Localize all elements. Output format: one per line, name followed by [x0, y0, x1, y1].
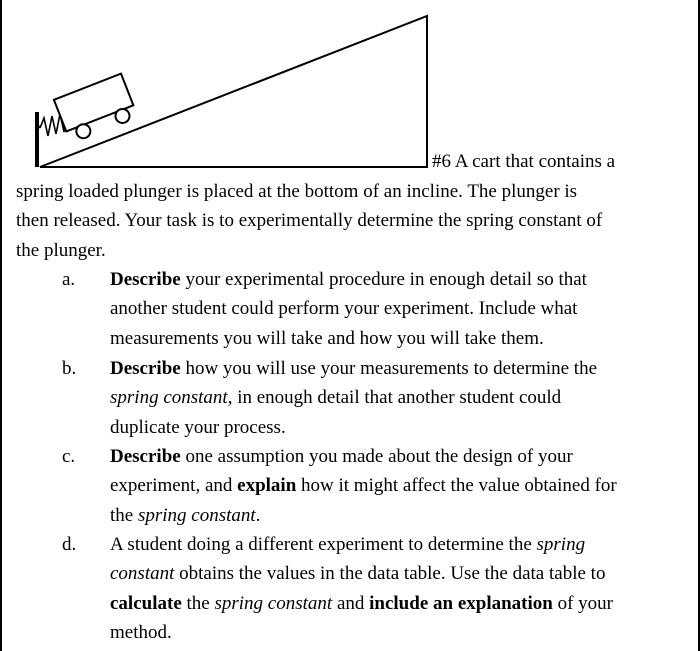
text-run: .: [255, 504, 261, 526]
bold-text: calculate: [110, 592, 182, 614]
bold-text: Describe: [110, 446, 181, 467]
problem-first-line: [432, 147, 615, 176]
italic-text: spring constant: [137, 504, 256, 526]
text-run: duplicate your process.: [110, 416, 286, 438]
part-line: [110, 354, 690, 383]
bold-text: explain: [237, 475, 297, 497]
text-run: how you will use your measurements to determine the: [180, 358, 598, 379]
part-marker: d.: [62, 534, 77, 555]
text-run: the: [181, 592, 215, 614]
text-run: how it might affect the value obtained for: [296, 475, 617, 497]
part-line: [110, 471, 690, 500]
part-line: [110, 618, 690, 647]
text-run: your experimental procedure in enough detail so that: [180, 269, 587, 290]
bold-text: Describe: [110, 358, 181, 379]
intro-line-1: spring loaded plunger is placed at the bottom of an incline. The plunger is: [16, 181, 578, 202]
part-marker: b.: [62, 358, 77, 379]
part-line: [110, 294, 690, 323]
part-line: [110, 383, 690, 412]
intro-line-2: then released. Your task is to experimentally determine the spring constant of: [16, 210, 603, 231]
part-marker: c.: [62, 446, 76, 467]
italic-text: spring constant: [110, 387, 228, 409]
part-line: [110, 413, 690, 442]
text-run: one assumption you made about the design of your: [180, 446, 573, 467]
part-line: [110, 265, 690, 294]
text-run: A student doing a different experiment to determine the: [110, 534, 537, 555]
text-run: another student could perform your experiment. Include what: [110, 298, 578, 320]
part-line: [110, 501, 690, 530]
part-line: [110, 442, 690, 471]
italic-text: constant: [110, 563, 175, 585]
italic-text: spring: [536, 534, 586, 555]
text-run: obtains the values in the data table. Use the data table to: [174, 563, 606, 585]
text-run: measurements you will take and how you will take them.: [110, 327, 544, 349]
text-run: method.: [110, 621, 172, 643]
text-run: experiment, and: [110, 475, 238, 497]
intro-line-3: the plunger.: [16, 240, 106, 261]
problem-number: #6: [432, 151, 451, 172]
text-run: the: [110, 504, 138, 526]
text-run: and: [332, 592, 370, 614]
text-run: of your: [552, 592, 613, 614]
part-line: [110, 530, 690, 559]
part-marker: a.: [62, 269, 76, 290]
part-line: [110, 324, 690, 353]
problem-first-text: A cart that contains a: [454, 151, 616, 172]
part-line: [110, 589, 690, 618]
bold-text: include an explanation: [369, 592, 553, 614]
text-run: , in enough detail that another student could: [227, 387, 562, 409]
italic-text: spring constant: [214, 592, 333, 614]
bold-text: Describe: [110, 269, 181, 290]
part-line: [110, 559, 690, 588]
